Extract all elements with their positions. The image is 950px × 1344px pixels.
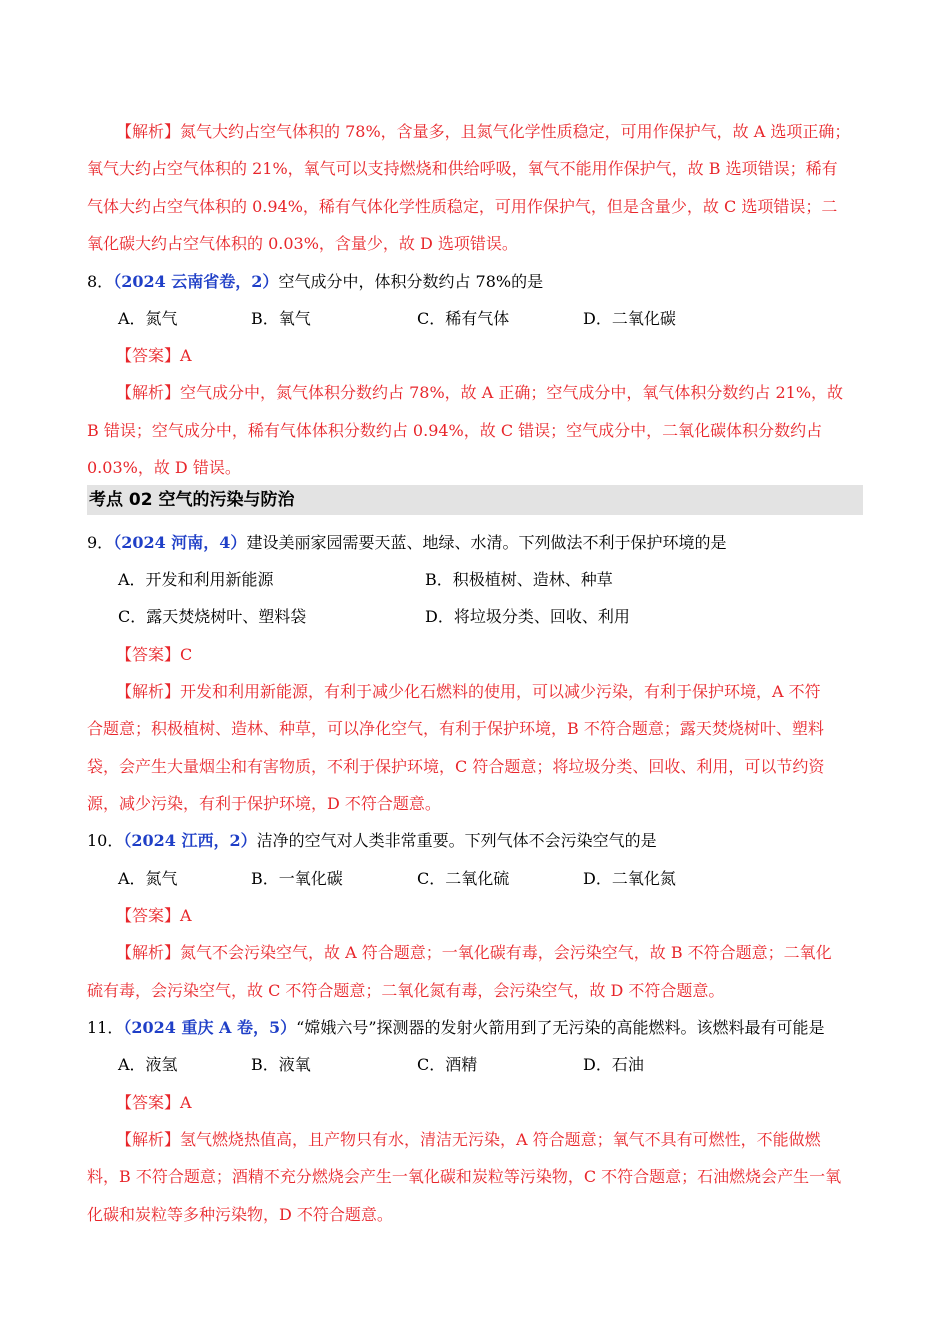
q8-analysis-line-1: 【解析】空气成分中，氮气体积分数约占 78%，故 A 正确；空气成分中，氧气体积分数约占 21%，故 xyxy=(116,383,844,402)
q9-option-d: D．将垃圾分类、回收、利用 xyxy=(425,607,630,626)
q7-analysis-line-3: 气体大约占空气体积的 0.94%，稀有气体化学性质稳定，可用作保护气，但是含量少，故 C 选项错误；二 xyxy=(87,197,838,216)
q8-analysis-line-3: 0.03%，故 D 错误。 xyxy=(87,458,241,477)
q9-option-c: C．露天焚烧树叶、塑料袋 xyxy=(118,607,307,626)
q9-option-b: B．积极植树、造林、种草 xyxy=(425,570,613,589)
q11-option-c: C．酒精 xyxy=(417,1055,478,1074)
q11-option-d: D．石油 xyxy=(583,1055,644,1074)
section-heading xyxy=(87,485,863,515)
q9-analysis-line-2: 合题意；积极植树、造林、种草，可以净化空气，有利于保护环境，B 不符合题意；露天焚烧树叶、塑料 xyxy=(87,719,824,738)
section-title: 考点 02 空气的污染与防治 xyxy=(89,490,295,510)
question-10-stem: 10．（2024 江西，2）洁净的空气对人类非常重要。下列气体不会污染空气的是 xyxy=(87,831,657,850)
q8-answer: 【答案】A xyxy=(116,346,192,365)
q11-analysis-line-3: 化碳和炭粒等多种污染物，D 不符合题意。 xyxy=(87,1205,393,1224)
q11-option-b: B．液氧 xyxy=(251,1055,311,1074)
q7-analysis-line-2: 氧气大约占空气体积的 21%，氧气可以支持燃烧和供给呼吸，氧气不能用作保护气，故 B 选项错误；稀有 xyxy=(87,159,838,178)
q10-option-b: B．一氧化碳 xyxy=(251,869,343,888)
q11-analysis-line-2: 料，B 不符合题意；酒精不充分燃烧会产生一氧化碳和炭粒等污染物，C 不符合题意；石油燃烧会产生一氧 xyxy=(87,1167,842,1186)
question-11-stem: 11．（2024 重庆 A 卷，5）“嫦娥六号”探测器的发射火箭用到了无污染的高能燃料。该燃料最有可能是 xyxy=(87,1018,825,1037)
q7-analysis-line-4: 氧化碳大约占空气体积的 0.03%，含量少，故 D 选项错误。 xyxy=(87,234,518,253)
q11-option-a: A．液氢 xyxy=(118,1055,178,1074)
q8-option-b: B．氧气 xyxy=(251,309,311,328)
q9-option-a: A．开发和利用新能源 xyxy=(118,570,274,589)
q8-option-c: C．稀有气体 xyxy=(417,309,510,328)
q8-analysis-line-2: B 错误；空气成分中，稀有气体体积分数约占 0.94%，故 C 错误；空气成分中，二氧化碳体积分数约占 xyxy=(87,421,823,440)
q9-analysis-line-1: 【解析】开发和利用新能源，有利于减少化石燃料的使用，可以减少污染，有利于保护环境，A 不符 xyxy=(116,682,821,701)
q10-option-c: C．二氧化硫 xyxy=(417,869,510,888)
question-9-stem: 9．（2024 河南，4）建设美丽家园需要天蓝、地绿、水清。下列做法不利于保护环境的是 xyxy=(87,533,727,552)
question-8-stem: 8．（2024 云南省卷，2）空气成分中，体积分数约占 78%的是 xyxy=(87,272,544,291)
q8-option-d: D．二氧化碳 xyxy=(583,309,676,328)
q10-answer: 【答案】A xyxy=(116,906,192,925)
q10-option-d: D．二氧化氮 xyxy=(583,869,676,888)
q11-analysis-line-1: 【解析】氢气燃烧热值高，且产物只有水，清洁无污染，A 符合题意；氧气不具有可燃性，不能做燃 xyxy=(116,1130,821,1149)
q9-analysis-line-4: 源，减少污染，有利于保护环境，D 不符合题意。 xyxy=(87,794,441,813)
q9-analysis-line-3: 袋，会产生大量烟尘和有害物质，不利于保护环境，C 符合题意；将垃圾分类、回收、利用，可以节约资 xyxy=(87,757,825,776)
q10-analysis-line-2: 硫有毒，会污染空气，故 C 不符合题意；二氧化氮有毒，会污染空气，故 D 不符合题意。 xyxy=(87,981,725,1000)
q7-analysis-line-1: 【解析】氮气大约占空气体积的 78%，含量多，且氮气化学性质稳定，可用作保护气，故 A 选项正确； xyxy=(116,122,851,141)
q11-answer: 【答案】A xyxy=(116,1093,192,1112)
q10-analysis-line-1: 【解析】氮气不会污染空气，故 A 符合题意；一氧化碳有毒，会污染空气，故 B 不符合题意；二氧化 xyxy=(116,943,832,962)
q9-answer: 【答案】C xyxy=(116,645,193,664)
q8-option-a: A．氮气 xyxy=(118,309,178,328)
q10-option-a: A．氮气 xyxy=(118,869,178,888)
